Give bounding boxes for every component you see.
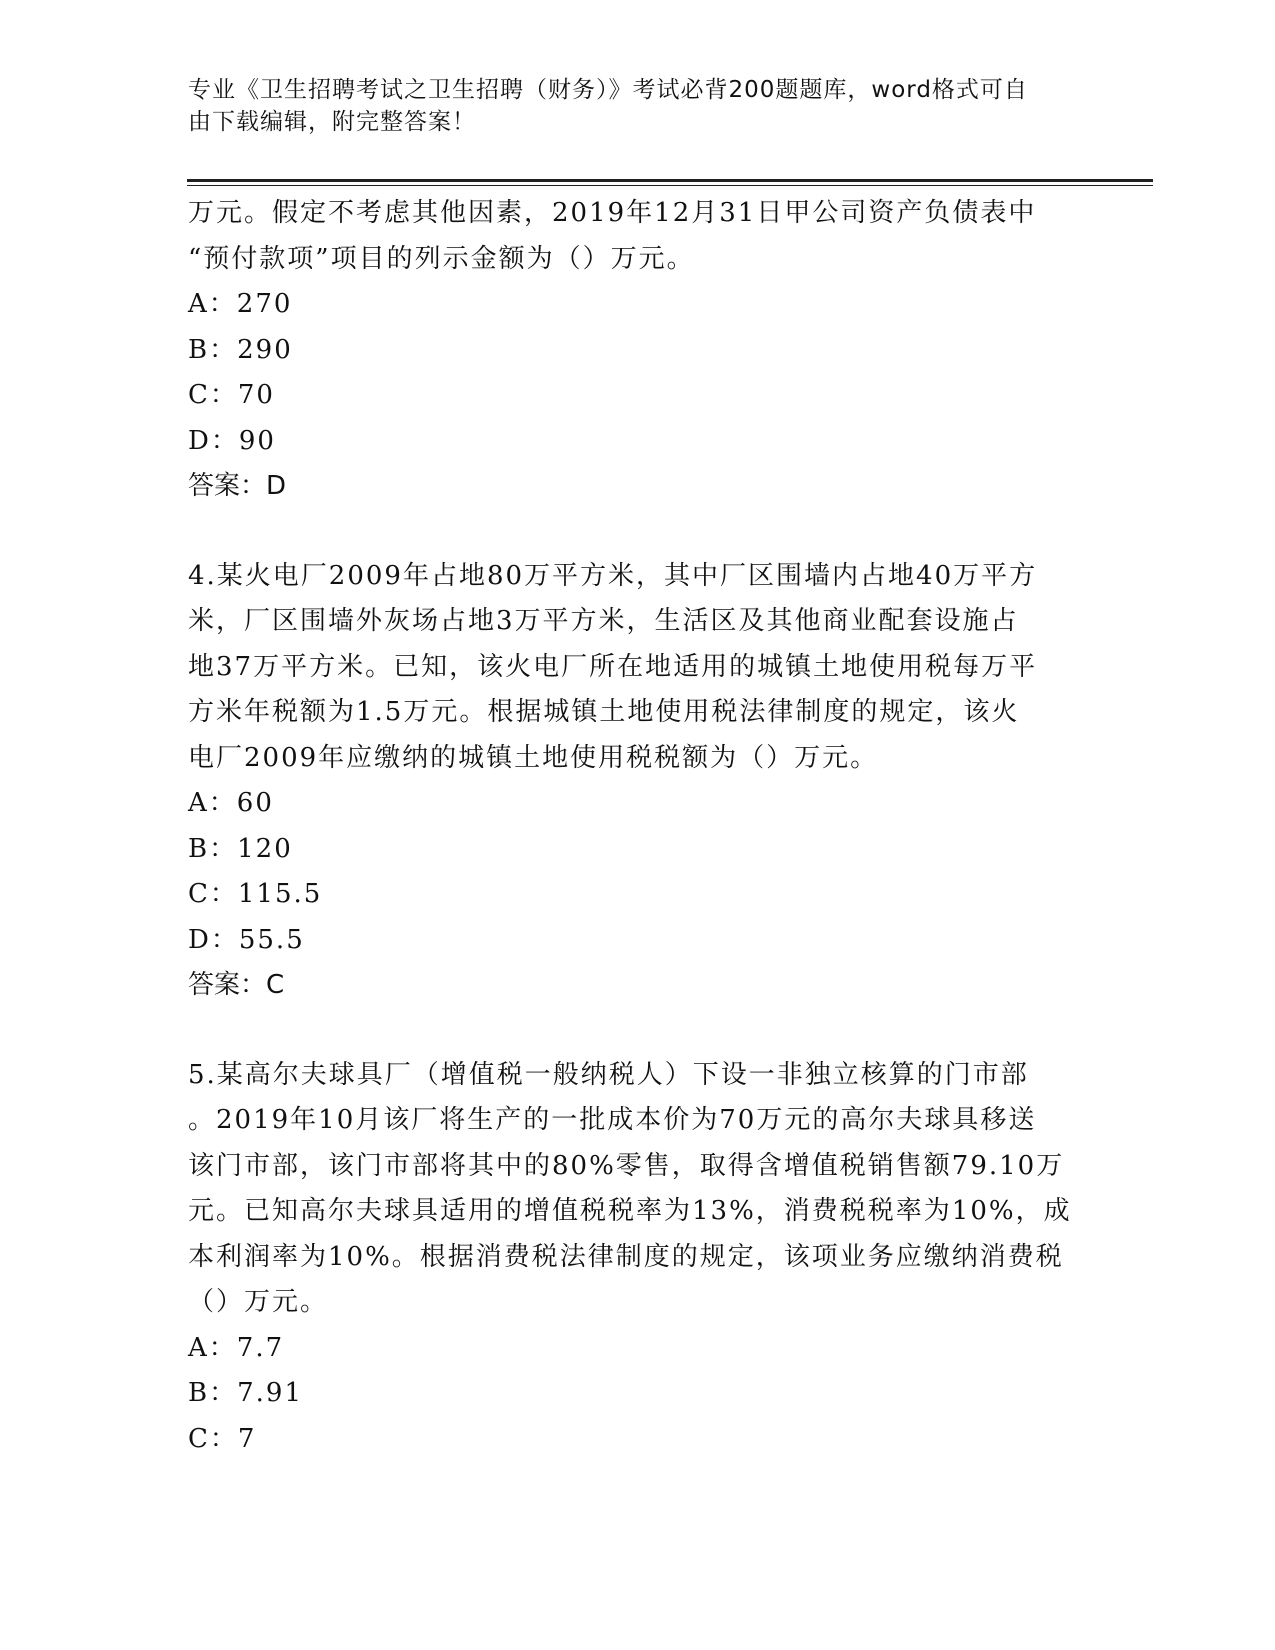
document-body xyxy=(188,191,1088,1462)
question-4-option-a: A：60 xyxy=(188,788,274,818)
spacer xyxy=(188,510,1088,554)
question-3-option-d: D：90 xyxy=(188,425,276,456)
question-5-line-1: 5.某高尔夫球具厂（增值税一般纳税人）下设一非独立核算的门市部 xyxy=(188,1059,1029,1090)
question-4-line-5: 电厂2009年应缴纳的城镇土地使用税税额为（）万元。 xyxy=(188,742,879,773)
question-4-line-4: 方米年税额为1.5万元。根据城镇土地使用税法律制度的规定，该火 xyxy=(188,697,1020,727)
question-5-line-2: 。2019年10月该厂将生产的一批成本价为70万元的高尔夫球具移送 xyxy=(188,1105,1037,1135)
question-4-option-c: C：115.5 xyxy=(188,879,323,909)
question-3 xyxy=(188,191,1088,510)
header-line-2: 由下载编辑，附完整答案！ xyxy=(188,109,476,135)
question-5-line-4: 元。已知高尔夫球具适用的增值税税率为13%，消费税税率为10%，成 xyxy=(188,1196,1072,1226)
question-5-option-a: A：7.7 xyxy=(188,1332,285,1363)
question-4-line-3: 地37万平方米。已知，该火电厂所在地适用的城镇土地使用税每万平 xyxy=(188,651,1038,682)
question-3-answer: 答案：D xyxy=(188,471,287,501)
question-5 xyxy=(188,1053,1088,1463)
question-5-line-5: 本利润率为10%。根据消费税法律制度的规定，该项业务应缴纳消费税 xyxy=(188,1241,1064,1272)
header-line-1: 专业《卫生招聘考试之卫生招聘（财务）》考试必背200题题库，word格式可自 xyxy=(188,77,1028,103)
question-3-line-2: “预付款项”项目的列示金额为（）万元。 xyxy=(188,243,695,274)
question-4-option-d: D：55.5 xyxy=(188,924,305,955)
header-rule-thick xyxy=(187,179,1153,182)
question-3-option-a: A：270 xyxy=(188,289,293,319)
question-5-line-6: （）万元。 xyxy=(188,1287,329,1317)
spacer xyxy=(188,1009,1088,1053)
header-rule-thin xyxy=(187,185,1153,186)
question-5-option-b: B：7.91 xyxy=(188,1378,303,1408)
question-4-line-2: 米，厂区围墙外灰场占地3万平方米，生活区及其他商业配套设施占 xyxy=(188,606,1019,636)
question-3-line-1: 万元。假定不考虑其他因素，2019年12月31日甲公司资产负债表中 xyxy=(188,198,1037,228)
question-4-option-b: B：120 xyxy=(188,833,293,864)
question-4-answer: 答案：C xyxy=(188,970,285,1000)
question-3-option-b: B：290 xyxy=(188,334,293,365)
question-5-option-c: C：7 xyxy=(188,1423,257,1454)
question-4 xyxy=(188,554,1088,1009)
question-5-line-3: 该门市部，该门市部将其中的80%零售，取得含增值税销售额79.10万 xyxy=(188,1150,1065,1181)
document-header xyxy=(188,74,1068,138)
question-4-line-1: 4.某火电厂2009年占地80万平方米，其中厂区围墙内占地40万平方 xyxy=(188,560,1038,591)
question-3-option-c: C：70 xyxy=(188,380,275,410)
